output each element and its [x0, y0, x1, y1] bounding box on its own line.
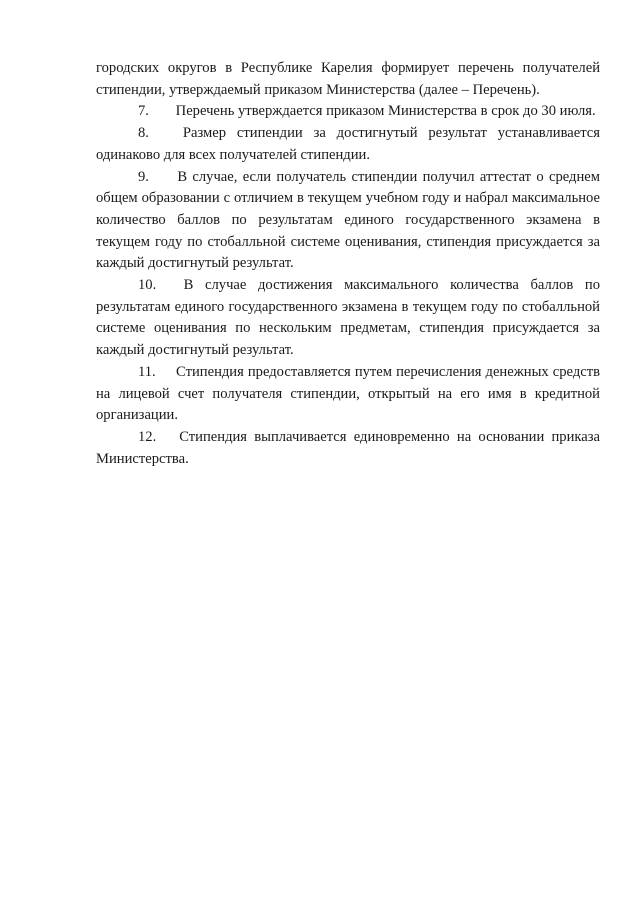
paragraph-11	[96, 362, 600, 427]
paragraph-number: 12.	[138, 428, 157, 445]
paragraph-text: Перечень утверждается приказом Министерства в срок до 30 июля.	[175, 103, 596, 120]
paragraph-text: В случае, если получатель стипендии получил аттестат о среднем общем образовании с отличием в текущем учебном году и набрал максимальное количество баллов по результатам единого государственного экзамена в текущем году по стобалльной системе оценивания, стипендия присуждается за каждый достигнутый результат.	[96, 168, 600, 272]
paragraph-number: 11.	[138, 363, 156, 380]
paragraph-text: Стипендия предоставляется путем перечисления денежных средств на лицевой счет получателя стипендии, открытый на его имя в кредитной организации.	[96, 363, 600, 424]
paragraph-number: 10.	[138, 277, 157, 294]
document-body	[96, 58, 600, 470]
paragraph-text: Стипендия выплачивается единовременно на основании приказа Министерства.	[96, 428, 601, 467]
paragraph-text: городских округов в Республике Карелия формирует перечень получателей стипендии, утверждаемый приказом Министерства (далее – Перечень).	[96, 60, 600, 98]
paragraph-text: Размер стипендии за достигнутый результат устанавливается одинаково для всех получателей стипендии.	[96, 125, 600, 163]
paragraph-9	[96, 167, 600, 276]
paragraph-10	[96, 275, 600, 362]
paragraph-7	[96, 101, 600, 123]
paragraph-8	[96, 123, 600, 166]
paragraph-text: В случае достижения максимального количества баллов по результатам единого государственного экзамена в текущем году по стобалльной системе оценивания по нескольким предметам, стипендия присуждается за каждый достигнутый результат.	[96, 277, 600, 359]
paragraph-number: 7.	[138, 103, 149, 120]
paragraph-number: 8.	[138, 125, 149, 142]
paragraph-12	[96, 427, 600, 470]
paragraph-number: 9.	[138, 168, 149, 185]
paragraph-continuation	[96, 58, 600, 101]
